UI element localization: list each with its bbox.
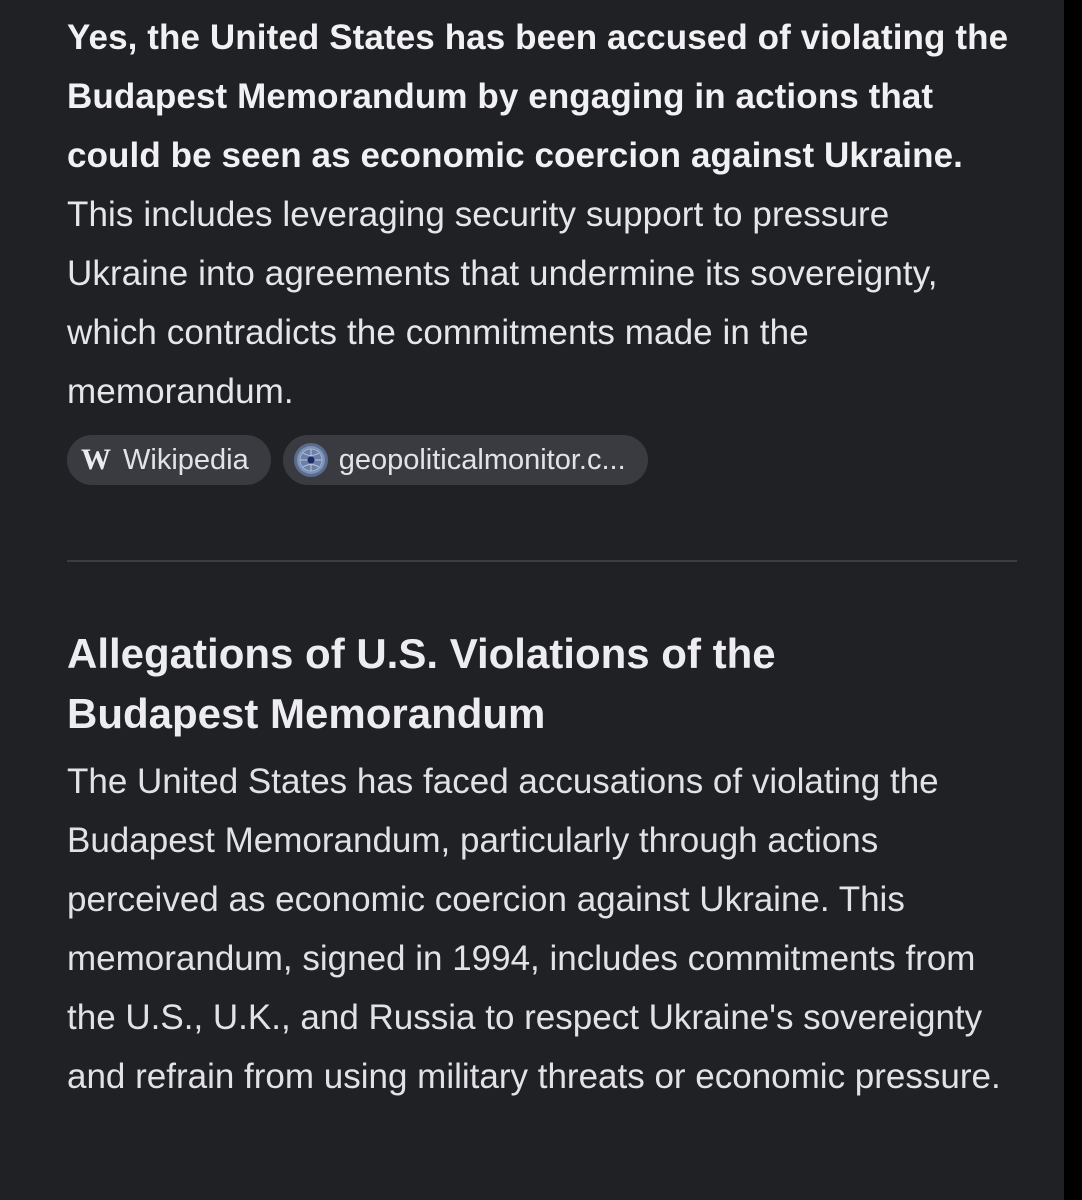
source-chip-label: geopoliticalmonitor.c... — [338, 443, 626, 476]
section-body: The United States has faced accusations of violating the Budapest Memorandum, particularly through actions perceived as economic coercion against Ukraine. This memorandum, signed in 1994, includes commitments from the U.S., U.K., and Russia to respect Ukraine's sovereignty and refrain from using military threats or economic pressure. — [67, 762, 1001, 1096]
wikipedia-w-icon: W — [81, 443, 111, 476]
answer-paragraph — [67, 8, 1017, 421]
section-heading: Allegations of U.S. Violations of the Budapest Memorandum — [67, 630, 776, 737]
source-chip-wikipedia[interactable] — [67, 435, 271, 485]
source-chip-geopoliticalmonitor[interactable] — [283, 435, 648, 485]
source-chip-label: Wikipedia — [123, 443, 249, 476]
section-divider — [67, 560, 1017, 562]
answer-content — [67, 8, 1017, 1106]
source-chips — [67, 435, 1017, 485]
globe-favicon-icon — [293, 442, 329, 478]
answer-summary-bold: Yes, the United States has been accused of violating the Budapest Memorandum by engaging in actions that could be seen as economic coercion against Ukraine. — [67, 18, 1009, 175]
answer-summary-detail: This includes leveraging security support to pressure Ukraine into agreements that undermine its sovereignty, which contradicts the commitments made in the memorandum. — [67, 195, 938, 411]
